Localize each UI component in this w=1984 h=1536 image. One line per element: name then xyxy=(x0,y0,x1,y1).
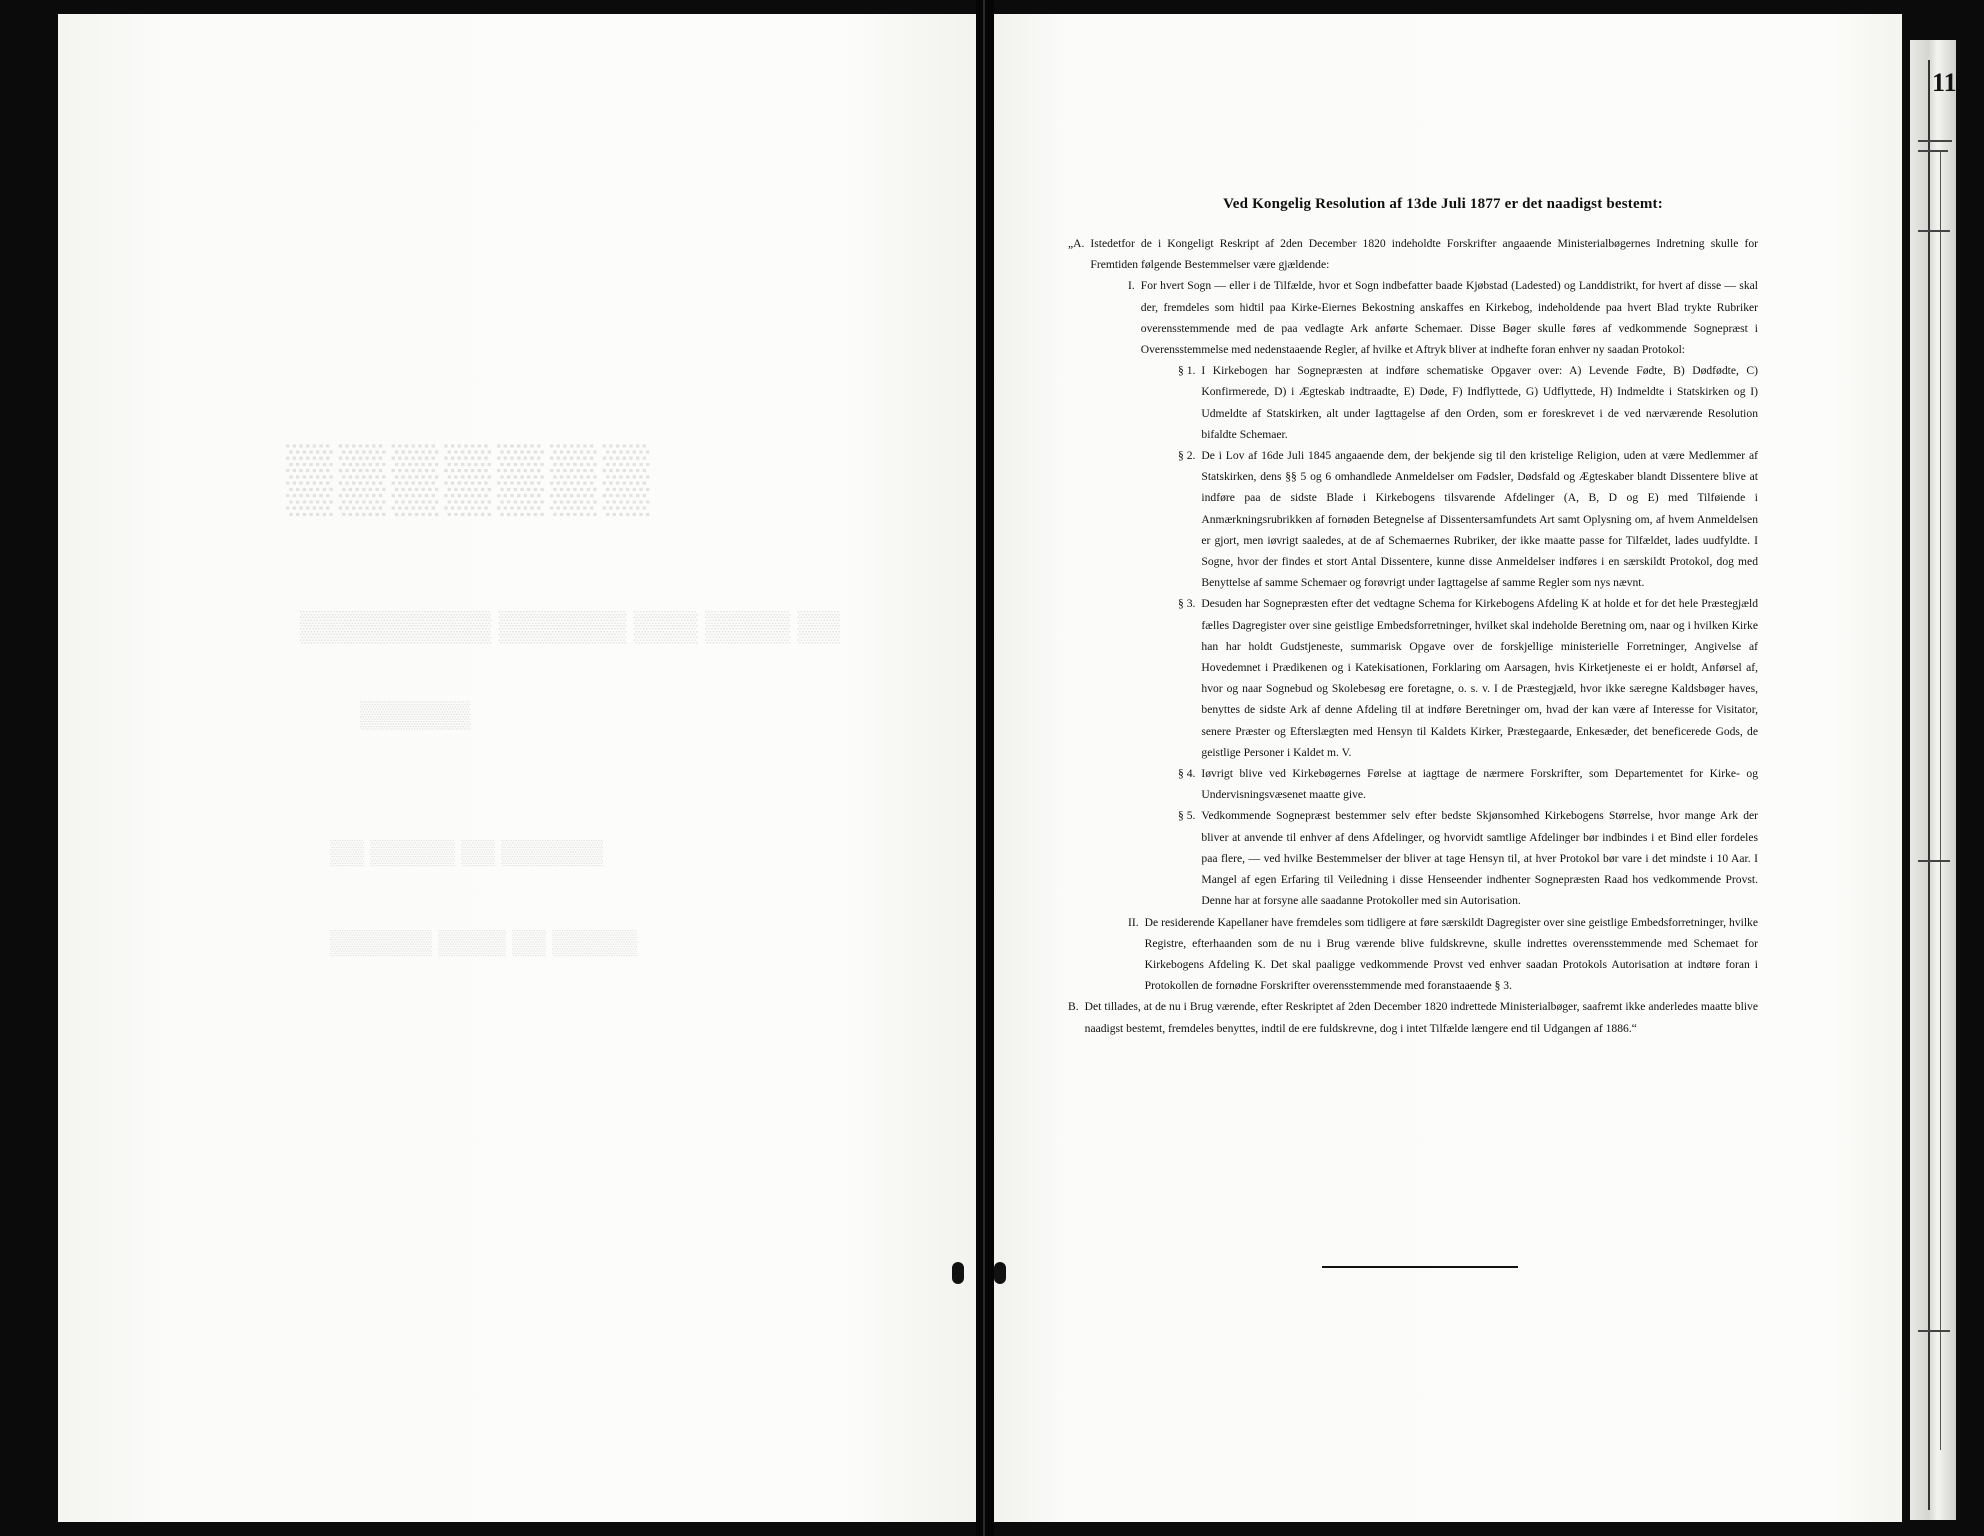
paragraph-3 xyxy=(1178,593,1758,763)
section-a xyxy=(1068,233,1758,275)
closing-rule xyxy=(1322,1266,1518,1268)
paragraph-2 xyxy=(1178,445,1758,593)
binding-hole xyxy=(994,1262,1006,1284)
paragraph-1 xyxy=(1178,360,1758,445)
book-gutter xyxy=(976,0,994,1536)
section-ii-text: De residerende Kapellaner have fremdeles som tidligere at føre særskildt Dagregister over sine geistlige Embedsforretninger, hvilke Registre, efterhaanden som de nu i Brug værende blive fuldskrevne, skulle indrettes overensstemmende med Schemaet for Kirkebogens Afdeling K. Det skal paaligge vedkommende Provst ved enhver saadan Protokols Autorisation at indtøre foran i Protokollen de fornødne Forskrifter overensstemmende med foranstaaende § 3. xyxy=(1144,915,1758,993)
edge-tick xyxy=(1918,150,1948,152)
paragraph-5 xyxy=(1178,805,1758,911)
paragraph-5-text: Vedkommende Sognepræst bestemmer selv efter bedste Skjønsomhed Kirkebogens Størrelse, hvor mange Ark der bliver at anvende til enhver af dens Afdelinger, og hvorvidt samtlige Afdelinger bør indbindes i et Bind eller fordeles paa flere, — ved hvilke Bestemmelser der bliver at tage Hensyn til, at hver Protokol bør vare i det mindste i 10 Aar. I Mangel af egen Erfaring til Veiledning i disse Henseender indhenter Sognepræsten Raad hos vedkommende Provst. Denne har at forsyne alle saadanne Protokoller med sin Autorisation. xyxy=(1201,809,1758,908)
edge-tick xyxy=(1918,1330,1950,1332)
section-i-label: I. xyxy=(1128,279,1135,293)
left-page xyxy=(58,14,976,1522)
edge-tick xyxy=(1918,230,1950,232)
edge-line xyxy=(1928,60,1930,1510)
paragraph-2-label: § 2. xyxy=(1178,449,1196,463)
bleed-through-mark: ▒▒▒▒▒▒ ▒▒ ▒▒▒▒▒ ▒▒ xyxy=(330,840,604,866)
paragraph-5-label: § 5. xyxy=(1178,809,1196,823)
edge-tick xyxy=(1918,860,1950,862)
gutter-line xyxy=(983,0,985,1536)
section-ii xyxy=(1128,912,1758,997)
bleed-through-mark: ▒▒▒▒▒ ▒▒ ▒▒▒▒ ▒▒▒▒▒▒ xyxy=(330,930,638,956)
section-b xyxy=(1068,996,1758,1038)
section-b-label: B. xyxy=(1068,1000,1079,1014)
page-edge-strip xyxy=(1910,40,1956,1520)
paragraph-2-text: De i Lov af 16de Juli 1845 angaaende dem, der bekjende sig til den kristelige Religion, uden at være Medlemmer af Statskirken, dens §§ 5 og 6 omhandlede Anmeldelser om Fødsler, Dødsfald og Ægteskaber blandt Dissentere blive at indføre paa de sidste Blade i Kirkebogens tilsvarende Afdelinger (A, B, D og E) med Tilføiende i Anmærkningsrubrikken af fornøden Betegnelse af Dissentersamfundets Art samt Oplysning om, af hvem Anmeldelsen er gjort, men iøvrigt saaledes, at de af Schemaernes Rubriker, der ikke maatte passe for Tilfældet, lades uudfyldte. I Sogne, hvor der findes et stort Antal Dissentere, kunne disse Anmeldelser indføres i en særskildt Protokol, dog med Benyttelse af samme Schemaer og forøvrigt under Iagttagelse af samme Regler som nys nævnt. xyxy=(1201,449,1758,590)
bleed-through-mark: ▒▒▒▒▒▒▒ xyxy=(280,441,650,514)
paragraph-3-label: § 3. xyxy=(1178,597,1196,611)
paragraph-4 xyxy=(1178,763,1758,805)
resolution-heading: Ved Kongelig Resolution af 13de Juli 1877 er det naadigst bestemt: xyxy=(1223,196,1663,212)
bleed-through-mark: ▒▒ ▒▒▒▒ ▒▒▒ ▒▒▒▒▒▒ ▒▒▒▒▒▒▒▒▒ xyxy=(299,610,840,643)
section-ii-label: II. xyxy=(1128,915,1139,929)
edge-line xyxy=(1940,150,1941,1450)
resolution-text xyxy=(1068,196,1758,1039)
paragraph-4-text: Iøvrigt blive ved Kirkebøgernes Førelse at iagttage de nærmere Forskrifter, som Departementet for Kirke- og Undervisningsvæsenet maatte give. xyxy=(1201,767,1758,802)
section-a-text: Istedetfor de i Kongeligt Reskript af 2den December 1820 indeholdte Forskrifter angaaende Ministerialbøgernes Indretning skulle for Fremtiden følgende Bestemmelser være gjældende: xyxy=(1090,237,1758,272)
edge-tick xyxy=(1918,140,1952,142)
binding-hole xyxy=(952,1262,964,1284)
bleed-through-mark: ▒▒▒▒▒▒ xyxy=(360,700,471,729)
section-i xyxy=(1128,275,1758,360)
section-b-text: Det tillades, at de nu i Brug værende, efter Reskriptet af 2den December 1820 indrettede Ministerialbøger, saafremt ikke anderledes maatte blive naadigst bestemt, fremdeles benyttes, indtil de ere fuldskrevne, dog i intet Tilfælde længere end til Udgangen af 1886.“ xyxy=(1084,1000,1758,1035)
paragraph-1-text: I Kirkebogen har Sognepræsten at indføre schematiske Opgaver over: A) Levende Fødte, B) Dødfødte, C) Konfirmerede, D) i Ægteskab indtraadte, E) Døde, F) Indflyttede, G) Udflyttede, H) Indmeldte i Statskirken og I) Udmeldte af Statskirken, alt under Iagttagelse af den Orden, som er foreskrevet i de ved nærværende Resolution bifaldte Schemaer. xyxy=(1201,364,1758,441)
section-i-text: For hvert Sogn — eller i de Tilfælde, hvor et Sogn indbefatter baade Kjøbstad (Ladested) og Landdistrikt, for hvert af disse — skal der, fremdeles som hidtil paa Kirke-Eiernes Bekostning anskaffes en Kirkebog, indeholdende paa hvert Blad trykte Rubriker overensstemmende med de paa vedlagte Ark anførte Schemaer. Disse Bøger skulle føres af vedkommende Sognepræst i Overensstemmelse med nedenstaaende Regler, af hvilke et Aftryk bliver at indhefte foran enhver ny saadan Protokol: xyxy=(1140,279,1758,357)
page-number: 11 xyxy=(1932,68,1957,97)
paragraph-4-label: § 4. xyxy=(1178,767,1196,781)
paragraph-1-label: § 1. xyxy=(1178,364,1196,378)
paragraph-3-text: Desuden har Sognepræsten efter det vedtagne Schema for Kirkebogens Afdeling K at holde et for det hele Præstegjæld fælles Dagregister over sine geistlige Embedsforretninger, hvilket skal indeholde Beretning om, naar og i hvilken Kirke han har holdt Gudstjeneste, summarisk Opgave over de forskjellige ministerielle Forretninger, Angivelse af Hovedemnet i Prædikenen og i Katekisationen, Forklaring om Aarsagen, hvis Kirketjeneste ei er holdt, Anførsel af, hvor og naar Sognebud og Skolebesøg ere foretagne, o. s. v. I de Præstegjæld, hvor ikke særegne Kaldsbøger haves, benyttes de sidste Ark af denne Afdeling til at indføre Beretninger om, hvad der kan være af Interesse for Visitator, senere Præster og Efterslægten med Hensyn til Kaldets Kirker, Præstegaarde, Enkesæder, det beneficerede Gods, de geistlige Personer i Kaldet m. V. xyxy=(1201,597,1758,759)
section-a-label: „A. xyxy=(1068,237,1085,250)
